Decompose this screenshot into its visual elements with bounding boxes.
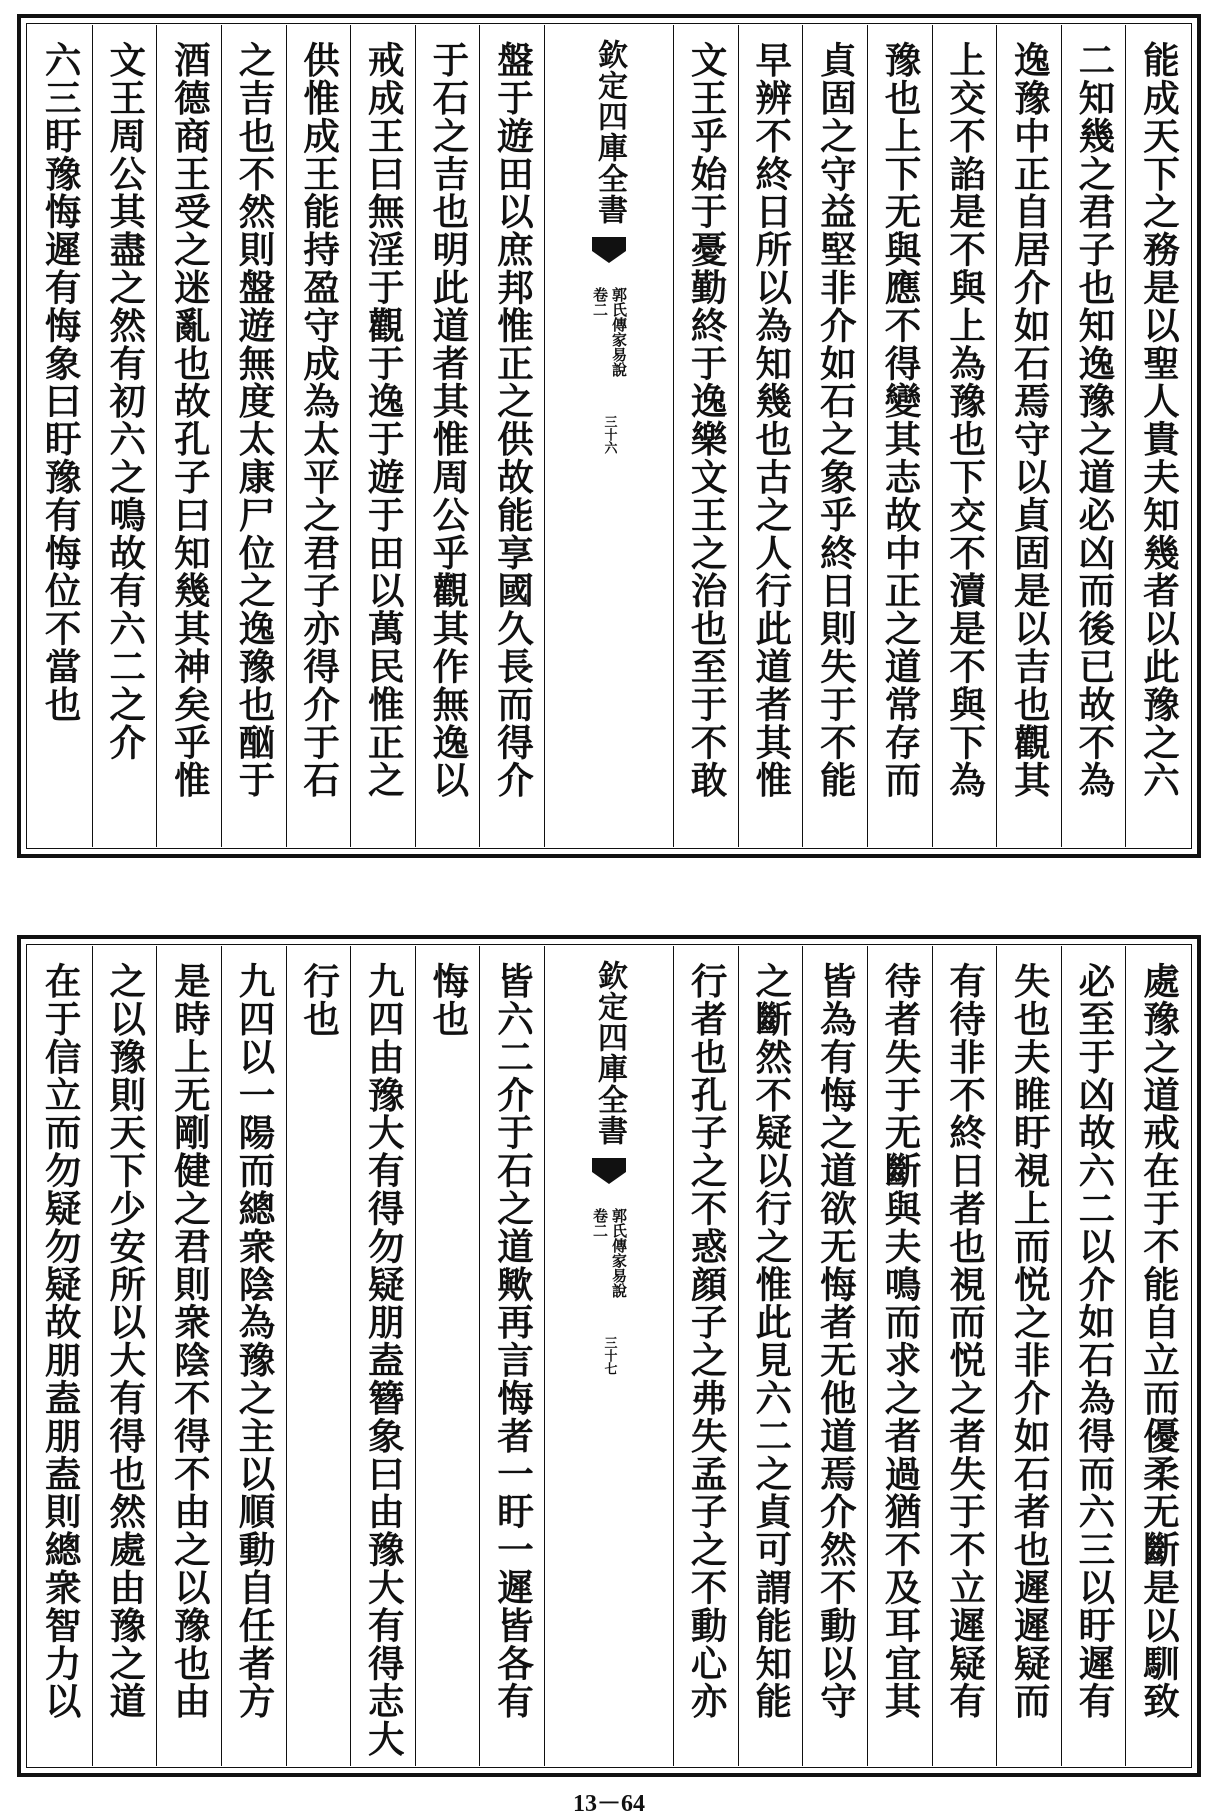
column-text: 失也夫睢盱視上而悦之非介如石者也遲遲疑而 (1008, 962, 1052, 1720)
center-fold-margin (544, 25, 673, 847)
fish-tail-mark-icon (592, 237, 626, 265)
column-text: 盤于遊田以庶邦惟正之供故能享國久長而得介 (491, 41, 535, 799)
text-column (673, 946, 738, 1766)
text-column (28, 946, 92, 1766)
text-column (286, 946, 351, 1766)
page-number: 13－64 (573, 1791, 645, 1817)
text-column (479, 25, 544, 847)
column-text: 文王乎始于憂勤終于逸樂文王之治也至于不敢 (685, 41, 729, 799)
text-column (415, 946, 480, 1766)
bottom-page (17, 935, 1201, 1777)
text-column (673, 25, 738, 847)
column-text: 能成天下之務是以聖人貴夫知幾者以此豫之六 (1137, 41, 1181, 799)
text-column (996, 946, 1061, 1766)
column-text: 待者失于无斷與夫鳴而求之者過猶不及耳宜其 (878, 962, 922, 1720)
text-column (738, 25, 803, 847)
column-text: 九四以一陽而總衆陰為豫之主以順動自任者方 (232, 962, 276, 1720)
column-text: 行者也孔子之不惑顔子之弗失孟子之不動心亦 (685, 962, 729, 1720)
volume-label: 卷二 (591, 1208, 609, 1238)
text-column (802, 25, 867, 847)
text-column (92, 946, 157, 1766)
text-column (932, 946, 997, 1766)
column-text: 供惟成王能持盈守成為太平之君子亦得介于石 (297, 41, 341, 799)
text-column (1125, 25, 1190, 847)
text-column (996, 25, 1061, 847)
column-text: 文王周公其盡之然有初六之鳴故有六二之介 (103, 41, 147, 762)
text-column (479, 946, 544, 1766)
center-fold-margin (544, 946, 673, 1766)
text-column (1125, 946, 1190, 1766)
column-text: 行也 (297, 962, 341, 1038)
column-text: 有待非不終日者也視而悦之者失于不立遲疑有 (943, 962, 987, 1720)
text-column (28, 25, 92, 847)
top-page (17, 14, 1201, 858)
column-text: 六三盱豫悔遲有悔象曰盱豫有悔位不當也 (39, 41, 83, 724)
text-column (932, 25, 997, 847)
book-title: 郭氏傳家易說 (610, 287, 628, 377)
column-text: 早辨不終日所以為知幾也古之人行此道者其惟 (749, 41, 793, 799)
text-column (1061, 946, 1126, 1766)
folio-number: 三十七 (601, 1336, 617, 1375)
text-column (1061, 25, 1126, 847)
text-column (221, 946, 286, 1766)
column-text: 上交不諂是不與上為豫也下交不瀆是不與下為 (943, 41, 987, 799)
text-column (867, 946, 932, 1766)
column-text: 貞固之守益堅非介如石之象乎終日則失于不能 (814, 41, 858, 799)
column-text: 于石之吉也明此道者其惟周公乎觀其作無逸以 (426, 41, 470, 799)
book-subtitle (590, 287, 628, 377)
volume-label: 卷二 (591, 287, 609, 317)
column-text: 酒德商王受之迷亂也故孔子曰知幾其神矣乎惟 (168, 41, 212, 799)
text-column (92, 25, 157, 847)
column-text: 悔也 (426, 962, 470, 1038)
book-title: 郭氏傳家易說 (610, 1208, 628, 1298)
column-text: 必至于凶故六二以介如石為得而六三以盱遲有 (1072, 962, 1116, 1720)
text-column (350, 25, 415, 847)
book-subtitle (590, 1208, 628, 1298)
column-text: 皆六二介于石之道歟再言悔者一盱一遲皆各有 (491, 962, 535, 1720)
column-text: 處豫之道戒在于不能自立而優柔无斷是以馴致 (1137, 962, 1181, 1720)
text-column (867, 25, 932, 847)
column-text: 九四由豫大有得勿疑朋盍簪象曰由豫大有得志大 (362, 962, 406, 1758)
column-text: 之斷然不疑以行之惟此見六二之貞可謂能知能 (749, 962, 793, 1720)
text-column (156, 25, 221, 847)
column-text: 戒成王曰無淫于觀于逸于遊于田以萬民惟正之 (362, 41, 406, 799)
fish-tail-mark-icon (592, 1158, 626, 1186)
top-page-columns (28, 25, 1190, 847)
text-column (350, 946, 415, 1766)
column-text: 豫也上下无與應不得變其志故中正之道常存而 (878, 41, 922, 799)
column-text: 是時上无剛健之君則衆陰不得不由之以豫也由 (168, 962, 212, 1720)
collection-title: 欽定四庫全書 (592, 39, 627, 225)
column-text: 皆為有悔之道欲无悔者无他道焉介然不動以守 (814, 962, 858, 1720)
text-column (156, 946, 221, 1766)
text-column (415, 25, 480, 847)
text-column (286, 25, 351, 847)
text-column (221, 25, 286, 847)
column-text: 逸豫中正自居介如石焉守以貞固是以吉也觀其 (1008, 41, 1052, 799)
column-text: 之吉也不然則盤遊無度太康尸位之逸豫也酗于 (232, 41, 276, 799)
column-text: 之以豫則天下少安所以大有得也然處由豫之道 (103, 962, 147, 1720)
bottom-page-columns (28, 946, 1190, 1766)
text-column (802, 946, 867, 1766)
column-text: 二知幾之君子也知逸豫之道必凶而後已故不為 (1072, 41, 1116, 799)
column-text: 在于信立而勿疑勿疑故朋盍朋盍則總衆智力以 (39, 962, 83, 1720)
collection-title: 欽定四庫全書 (592, 960, 627, 1146)
folio-number: 三十六 (601, 415, 617, 454)
text-column (738, 946, 803, 1766)
